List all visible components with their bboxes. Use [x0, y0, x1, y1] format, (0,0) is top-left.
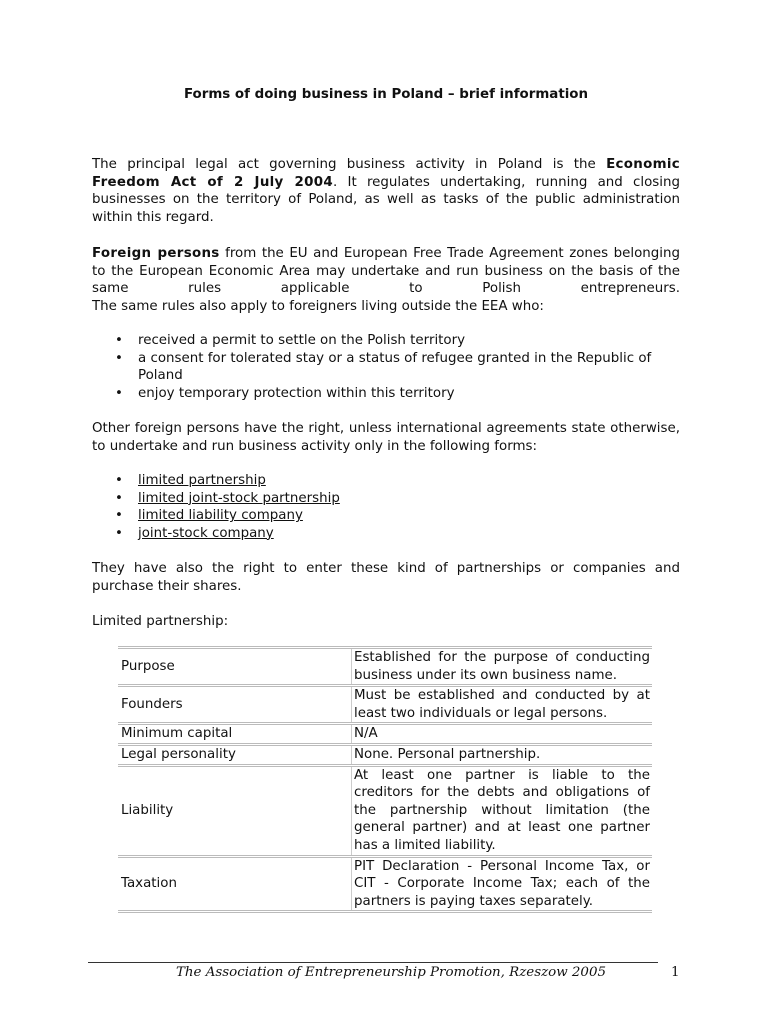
row-label: Founders	[118, 686, 352, 724]
limited-joint-stock-partnership-link[interactable]: limited joint-stock partnership	[138, 490, 340, 506]
list-item	[92, 332, 680, 350]
row-label: Legal personality	[118, 744, 352, 765]
limited-partnership-heading: Limited partnership:	[92, 614, 229, 629]
row-value: Established for the purpose of conducting business under its own business name.	[354, 650, 650, 683]
foreign-persons-section	[92, 245, 680, 315]
list-item	[92, 525, 680, 543]
table-row	[118, 648, 652, 686]
row-label: Purpose	[118, 648, 352, 686]
limited-partnership-table	[118, 646, 652, 913]
limited-liability-company-link[interactable]: limited liability company	[138, 508, 303, 524]
intro-paragraph	[92, 156, 680, 226]
bullet-icon: •	[115, 490, 123, 506]
foreign-persons-paragraph	[92, 245, 680, 298]
row-label: Taxation	[118, 856, 352, 912]
table-row	[118, 765, 652, 856]
row-label: Minimum capital	[118, 724, 352, 745]
list-item	[92, 350, 680, 385]
limited-partnership-link[interactable]: limited partnership	[138, 473, 266, 488]
row-label: Liability	[118, 765, 352, 856]
other-foreign-persons-paragraph: Other foreign persons have the right, unless international agreements state otherwise, to undertake and run business activity only in the following forms:	[92, 421, 680, 454]
joint-stock-company-link[interactable]: joint-stock company	[138, 525, 274, 541]
bullet-icon: •	[115, 525, 123, 541]
eligibility-list	[92, 332, 680, 402]
row-value: PIT Declaration - Personal Income Tax, or CIT - Corporate Income Tax; each of the partners is paying taxes separately.	[354, 858, 650, 909]
row-value: None. Personal partnership.	[354, 746, 541, 762]
bullet-icon: •	[115, 333, 123, 348]
footer-text: The Association of Entrepreneurship Promotion, Rzeszow 2005	[176, 965, 606, 980]
bullet-icon: •	[115, 508, 123, 524]
row-value: At least one partner is liable to the creditors for the debts and obligations of the partnership without limitation (the general partner) and at least one partner has a limited liability.	[354, 767, 650, 853]
list-item-text: a consent for tolerated stay or a status of refugee granted in the Republic of Poland	[138, 350, 652, 384]
intro-bold-act: Economic Freedom Act of 2 July 2004	[92, 157, 680, 190]
list-item-text: enjoy temporary protection within this territory	[138, 385, 455, 401]
shares-paragraph: They have also the right to enter these kind of partnerships or companies and purchase their shares.	[92, 561, 680, 594]
row-value: N/A	[354, 726, 378, 742]
page-number: 1	[671, 965, 680, 980]
list-item	[92, 507, 680, 525]
document-title: Forms of doing business in Poland – brief information	[183, 87, 589, 102]
list-item	[92, 472, 680, 490]
row-value: Must be established and conducted by at least two individuals or legal persons.	[354, 688, 650, 721]
business-forms-list	[92, 472, 680, 542]
foreign-persons-text: from the EU and European Free Trade Agreement zones belonging to the European Economic Area may undertake and run business on the basis of the same rules applicable to Polish entrepreneurs.	[92, 246, 680, 297]
intro-text-1: The principal legal act governing business activity in Poland is the	[92, 157, 607, 172]
list-item-text: received a permit to settle on the Polish territory	[138, 333, 466, 348]
bullet-icon: •	[115, 350, 123, 366]
bullet-icon: •	[115, 385, 123, 401]
list-item	[92, 490, 680, 508]
table-row	[118, 856, 652, 912]
footer-divider	[88, 962, 658, 963]
bullet-icon: •	[115, 473, 123, 488]
list-item	[92, 385, 680, 403]
table-row	[118, 744, 652, 765]
same-rules-paragraph: The same rules also apply to foreigners living outside the EEA who:	[92, 298, 544, 314]
intro-text-2: . It regulates undertaking, running and closing businesses on the territory of Poland, as well as tasks of the public administration within this regard.	[92, 174, 680, 225]
foreign-persons-bold: Foreign persons	[92, 246, 220, 261]
table-row	[118, 724, 652, 745]
table-row	[118, 686, 652, 724]
